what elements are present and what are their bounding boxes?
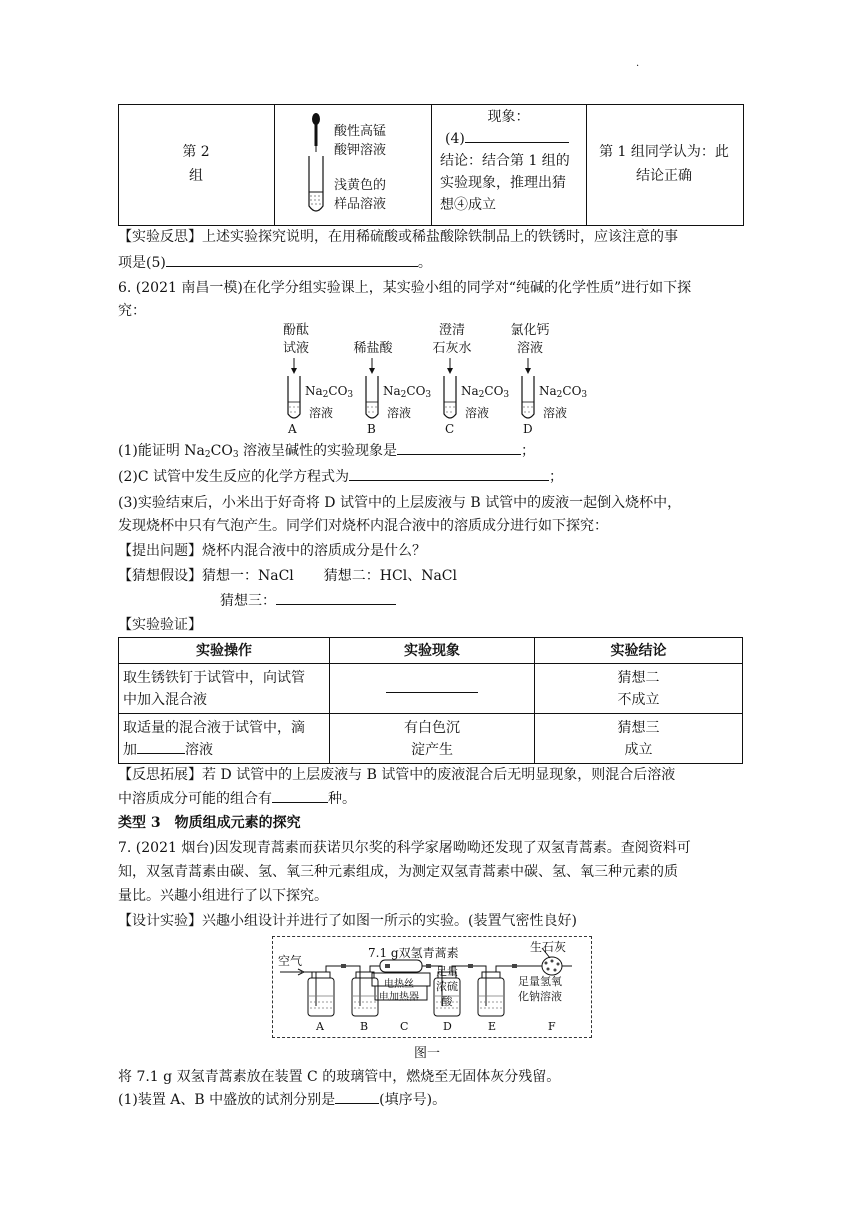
answer-blank-q6-1[interactable] — [397, 440, 521, 455]
q6-p1: (1)能证明 $Na_2CO_3$ 溶液呈碱性的实验现象是 ； — [118, 440, 535, 466]
answer-blank-guess3[interactable] — [276, 590, 396, 605]
answer-blank-q6-2[interactable] — [349, 466, 549, 481]
reagent-label: 酸性高锰 酸钾溶液 — [334, 124, 387, 158]
q6-extend-1: 【反思拓展】若 D 试管中的上层废液与 B 试管中的废液混合后无明显现象，则混合后溶液 — [118, 767, 676, 783]
label-heater: 电加热器 — [379, 992, 419, 1003]
answer-blank-reagent[interactable] — [137, 739, 185, 754]
q7-design: 【设计实验】兴趣小组设计并进行了如图一所示的实验。(装置气密性良好) — [118, 913, 577, 929]
reflect-line-1: 【实验反思】上述实验探究说明，在用稀硫酸或稀盐酸除铁制品上的铁锈时，应该注意的事 — [118, 229, 678, 245]
label-quicklime: 生石灰 — [530, 940, 567, 954]
th-operation: 实验操作 — [119, 638, 330, 664]
answer-blank-q7-1[interactable] — [335, 1089, 379, 1104]
comment-cell: 第 1 组同学认为：此 结论正确 — [599, 144, 729, 184]
q7-stem-2: 知，双氢青蒿素由碳、氢、氧三种元素组成，为测定双氢青蒿素中碳、氢、氧三种元素的质 — [118, 864, 678, 880]
q6-p3-1: (3)实验结束后，小米出于好奇将 D 试管中的上层废液与 B 试管中的废液一起倒入烧杯中， — [118, 495, 682, 511]
answer-blank-combos[interactable] — [272, 788, 328, 803]
q7-p1: (1)装置 A、B 中盛放的试剂分别是 (填序号)。 — [118, 1089, 446, 1111]
th-conclusion: 实验结论 — [535, 638, 743, 664]
label-sample: 7.1 g双氢青蒿素 — [368, 946, 459, 960]
tube-d-content: $Na_2CO_3$ 溶液 — [539, 384, 588, 420]
q6-p2: (2)C 试管中发生反应的化学方程式为 ； — [118, 466, 563, 488]
type3-heading: 类型 3 物质组成元素的探究 — [118, 815, 301, 831]
label-acid: 足量 浓硫 酸 — [436, 965, 458, 1008]
q7-stem-1: 7. (2021 烟台)因发现青蒿素而获诺贝尔奖的科学家屠呦呦还发现了双氢青蒿素。查阅资料可 — [118, 840, 691, 856]
q7-stem-3: 量比。兴趣小组进行了以下探究。 — [118, 888, 328, 904]
dropper-tube-illustration — [296, 110, 336, 218]
apparatus-label-c: C — [400, 1020, 409, 1033]
apparatus-label-b: B — [360, 1020, 369, 1033]
q7-burn: 将 7.1 g 双氢青蒿素放在装置 C 的玻璃管中，燃烧至无固体灰分残留。 — [118, 1069, 561, 1085]
tube-label-a: A — [288, 422, 297, 436]
tube-label-d: D — [523, 422, 533, 436]
label-air: 空气 — [278, 954, 303, 968]
q6-guess-3: 猜想三： — [220, 590, 396, 612]
answer-blank-5[interactable] — [166, 252, 418, 267]
arrows — [294, 358, 528, 370]
tube-c-content: $Na_2CO_3$ 溶液 — [461, 384, 510, 420]
label-naoh: 足量氢氧 化钠溶液 — [518, 975, 562, 1003]
table-row: 取生锈铁钉于试管中，向试管 中加入混合液 猜想二 不成立 — [119, 664, 743, 714]
q6-p3-2: 发现烧杯中只有气泡产生。同学们对烧杯内混合液中的溶质成分进行如下探究： — [118, 518, 608, 534]
apparatus-label-d: D — [443, 1020, 452, 1033]
answer-blank-phenomenon[interactable] — [386, 678, 478, 693]
page-mark: . — [636, 58, 640, 69]
answer-blank-4[interactable] — [465, 128, 569, 143]
label-wire: 电热丝 — [384, 979, 414, 990]
group-label: 第 2 组 — [182, 144, 210, 184]
q6-extend-2: 中溶质成分可能的组合有 种。 — [118, 788, 356, 810]
tube-label-c: C — [445, 422, 455, 436]
tube-b-content: $Na_2CO_3$ 溶液 — [383, 384, 432, 420]
sample-label: 浅黄色的 样品溶液 — [334, 178, 387, 212]
apparatus-label-a: A — [316, 1020, 324, 1033]
reflect-line-2: 项是(5) 。 — [118, 252, 432, 274]
q6-stem-1: 6. (2021 南昌一模)在化学分组实验课上，某实验小组的同学对“纯碱的化学性质”进行如下探 — [118, 280, 692, 296]
q6-guess-12: 【猜想假设】猜想一：NaCl 猜想二：HCl、NaCl — [118, 568, 457, 584]
th-phenomenon: 实验现象 — [330, 638, 535, 664]
q6-question: 【提出问题】烧杯内混合液中的溶质成分是什么？ — [118, 543, 426, 559]
table-row: 取适量的混合液于试管中，滴 加 溶液 有白色沉 淀产生 猜想三 成立 — [119, 714, 743, 764]
apparatus-label-f: F — [548, 1020, 556, 1033]
verify-table — [118, 637, 743, 764]
q6-stem-2: 究： — [118, 303, 146, 319]
q6-verify: 【实验验证】 — [118, 617, 202, 633]
apparatus-label-e: E — [488, 1020, 497, 1033]
tube-label-b: B — [367, 422, 376, 436]
figure-caption: 图一 — [414, 1046, 441, 1061]
tube-a-content: $Na_2CO_3$ 溶液 — [305, 384, 354, 420]
phenomenon-cell: 现象： (4) 结论：结合第 1 组的 实验现象，推理出猜 想④成立 — [440, 109, 570, 213]
